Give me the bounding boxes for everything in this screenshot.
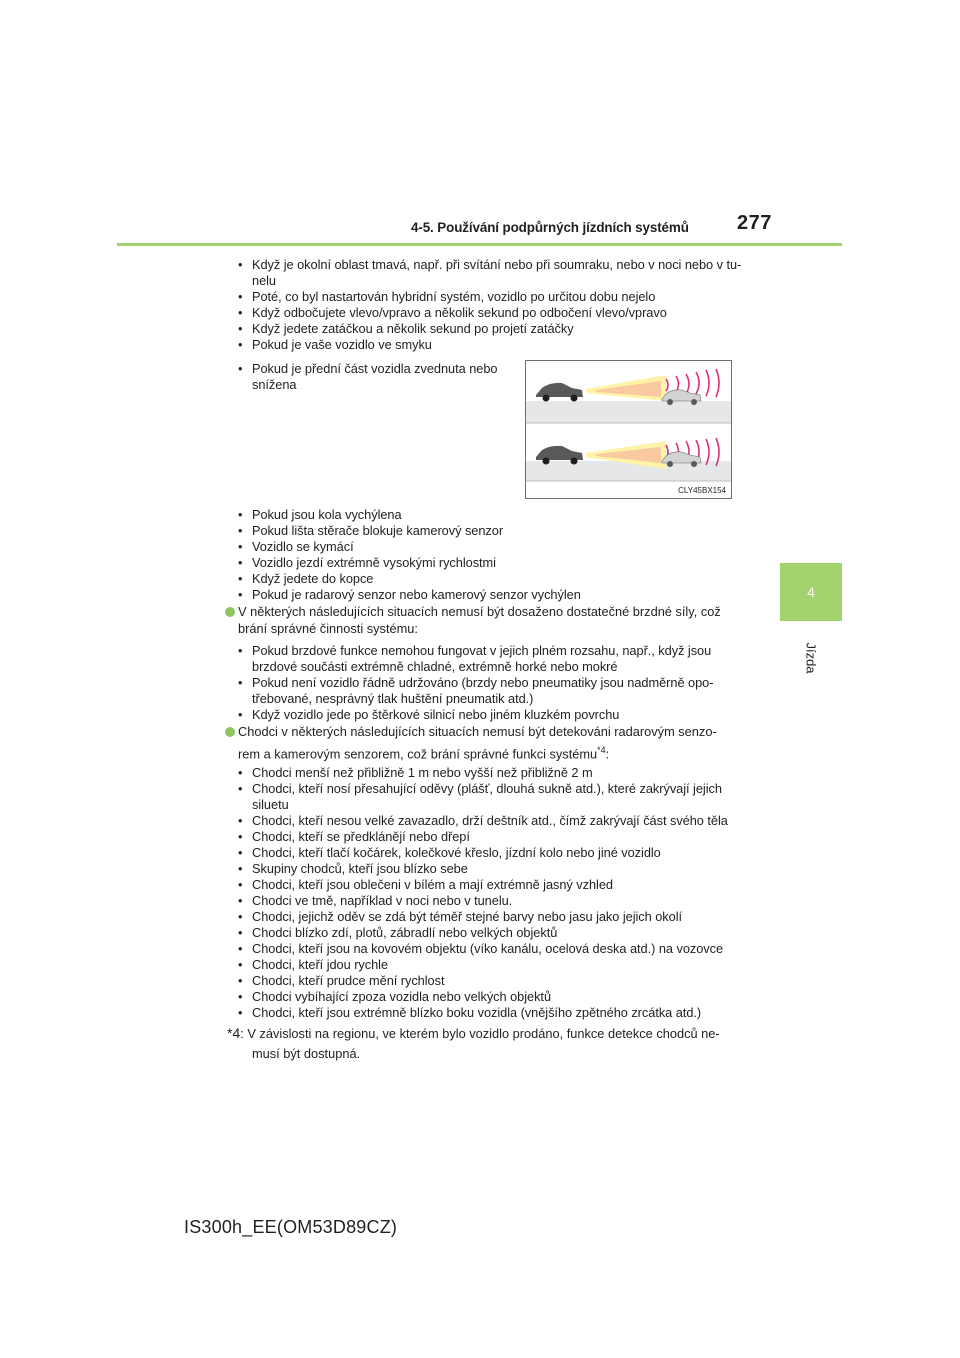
bullet-item: • Vozidlo se kymácí	[238, 539, 354, 554]
paragraph-line: V některých následujících situacích nemusí být dosaženo dostatečné brzdné síly, což	[238, 604, 721, 620]
figure-code: CLY45BX154	[678, 486, 726, 495]
bullet-continuation: brzdové součásti extrémně chladné, extrémně horké nebo mokré	[252, 659, 618, 674]
bullet-item: • Chodci, kteří jsou extrémně blízko boku vozidla (vnějšího zpětného zrcátka atd.)	[238, 1005, 702, 1020]
bullet-item: • Pokud brzdové funkce nemohou fungovat v jejich plném rozsahu, např., když jsou	[238, 643, 712, 658]
bullet-item: • Pokud lišta stěrače blokuje kamerový senzor	[238, 523, 504, 538]
footnote-ref: *4	[597, 745, 606, 755]
bullet-item: • Chodci, kteří jsou oblečeni v bílém a mají extrémně jasný vzhled	[238, 877, 613, 892]
bullet-item: • Když odbočujete vlevo/vpravo a několik sekund po odbočení vlevo/vpravo	[238, 305, 667, 320]
bullet-item: • Chodci, kteří nesou velké zavazadlo, drží deštník atd., čímž zakrývají část svého těla	[238, 813, 728, 828]
bullet-item: • Když vozidlo jede po štěrkové silnicí nebo jiném kluzkém povrchu	[238, 707, 620, 722]
bullet-item: • Poté, co byl nastartován hybridní systém, vozidlo po určitou dobu nejelo	[238, 289, 656, 304]
vehicle-pitch-illustration	[525, 360, 732, 499]
header-divider	[117, 243, 842, 246]
chapter-label: Jízda	[803, 642, 819, 674]
bullet-item: • Chodci vybíhající zpoza vozidla nebo velkých objektů	[238, 989, 552, 1004]
chapter-tab	[780, 563, 842, 621]
bullet-continuation: snížena	[252, 377, 297, 392]
paragraph-line: Chodci v některých následujících situacích nemusí být detekováni radarovým senzo-	[238, 724, 717, 740]
paragraph-line: brání správné činnosti systému:	[238, 621, 418, 636]
green-dot-icon	[225, 607, 235, 617]
chapter-label-box	[796, 638, 826, 678]
bullet-item: • Chodci blízko zdí, plotů, zábradlí nebo velkých objektů	[238, 925, 558, 940]
bullet-item: • Chodci ve tmě, například v noci nebo v tunelu.	[238, 893, 513, 908]
chapter-number: 4	[807, 584, 815, 600]
bullet-item: • Chodci menší než přibližně 1 m nebo vyšší než přibližně 2 m	[238, 765, 593, 780]
bullet-continuation: třebované, nesprávný tlak huštění pneumatik atd.)	[252, 691, 534, 706]
section-title: 4-5. Používání podpůrných jízdních systémů	[411, 220, 689, 235]
footnote-continuation: musí být dostupná.	[252, 1046, 361, 1061]
footnote: *4: V závislosti na regionu, ve kterém bylo vozidlo prodáno, funkce detekce chodců ne-	[227, 1025, 720, 1041]
bullet-item: • Pokud není vozidlo řádně udržováno (brzdy nebo pneumatiky jsou nadměrně opo-	[238, 675, 714, 690]
bullet-item: • Skupiny chodců, kteří jsou blízko sebe	[238, 861, 468, 876]
bullet-item: • Když je okolní oblast tmavá, např. při svítání nebo při soumraku, nebo v noci nebo v tu-	[238, 257, 742, 272]
radar-beam-diagram	[526, 361, 731, 498]
bullet-item: • Chodci, kteří prudce mění rychlost	[238, 973, 445, 988]
document-code: IS300h_EE(OM53D89CZ)	[184, 1217, 398, 1237]
bullet-item: • Vozidlo jezdí extrémně vysokými rychlostmi	[238, 555, 496, 570]
bullet-item: • Chodci, jejichž oděv se zdá být téměř stejné barvy nebo jasu jako jejich okolí	[238, 909, 683, 924]
paragraph-line: rem a kamerovým senzorem, což brání správné funkci systému$^{*4}$:	[238, 745, 610, 762]
bullet-item: • Když jedete zatáčkou a několik sekund po projetí zatáčky	[238, 321, 574, 336]
green-dot-icon	[225, 727, 235, 737]
bullet-item: • Chodci, kteří jdou rychle	[238, 957, 389, 972]
bullet-item: • Chodci, kteří se předklánějí nebo dřepí	[238, 829, 470, 844]
bullet-item: • Chodci, kteří jsou na kovovém objektu (víko kanálu, ocelová deska atd.) na vozovce	[238, 941, 724, 956]
bullet-item: • Pokud je radarový senzor nebo kamerový senzor vychýlen	[238, 587, 581, 602]
bullet-item: • Chodci, kteří tlačí kočárek, kolečkové křeslo, jízdní kolo nebo jiné vozidlo	[238, 845, 661, 860]
bullet-item: • Chodci, kteří nosí přesahující oděvy (plášť, dlouhá sukně atd.), které zakrývají jejich	[238, 781, 722, 796]
page-number: 277	[737, 212, 772, 234]
bullet-item: • Pokud je přední část vozidla zvednuta nebo	[238, 361, 498, 376]
bullet-continuation: nelu	[252, 273, 276, 288]
bullet-item: • Pokud je vaše vozidlo ve smyku	[238, 337, 432, 352]
bullet-item: • Pokud jsou kola vychýlena	[238, 507, 402, 522]
bullet-item: • Když jedete do kopce	[238, 571, 374, 586]
bullet-continuation: siluetu	[252, 797, 289, 812]
footnote-mark: *4	[227, 1025, 241, 1041]
